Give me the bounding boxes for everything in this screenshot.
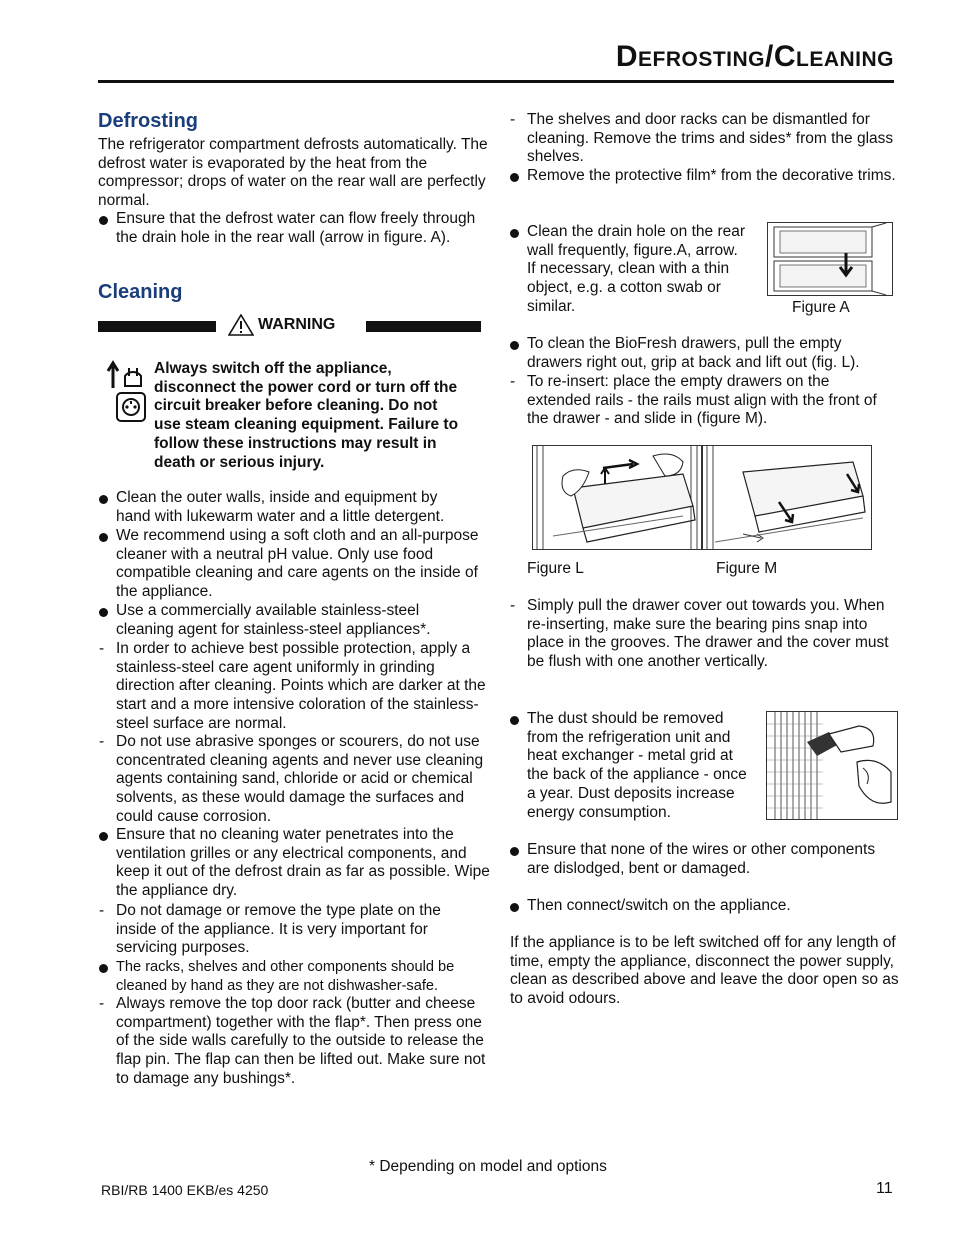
warning-sign: [228, 314, 335, 336]
bullet-dot: [510, 341, 519, 350]
cleaning-heading: Cleaning: [98, 281, 183, 303]
bullet-dot: [510, 716, 519, 725]
right-bullet-5: Ensure that none of the wires or other components are dislodged, bent or damaged.: [527, 841, 876, 877]
circuit-breaker-icon: [116, 392, 146, 422]
dash-mark: -: [99, 902, 105, 919]
bullet-dot: [510, 229, 519, 238]
model-number: RBI/RB 1400 EKB/es 4250: [101, 1182, 269, 1198]
defrost-p1: The refrigerator compartment defrosts automatically. The defrost water is evaporated by the heat from the compressor; drops of water on the rear wall are perfectly normal.: [98, 136, 488, 210]
defrost-paragraph: [98, 136, 490, 211]
bullet-dot: [99, 964, 108, 973]
clean-dash-4: Always remove the top door rack (butter and cheese compartment) together with the flap*. Then press one of the side walls carefully to the outside to release the flap pin. The flap can then be lifted out. Make sure not to damage any bushings*.: [116, 995, 486, 1087]
dash-mark: -: [510, 373, 516, 390]
right-bullet-2: Clean the drain hole on the rear wall frequently, figure.A, arrow. If necessary, clean with a thin object, e.g. a cotton swab or similar.: [527, 223, 746, 315]
figure-m-image: [702, 445, 872, 550]
clean-bullet-1: Clean the outer walls, inside and equipment by hand with lukewarm water and a little detergent.: [116, 489, 445, 525]
bullet-dot: [99, 832, 108, 841]
right-bullet-4: The dust should be removed from the refrigeration unit and heat exchanger - metal grid at the back of the appliance - once a year. Dust deposits increase energy consumption.: [527, 710, 747, 821]
clean-bullet-5: The racks, shelves and other components should be cleaned by hand as they are not dishwasher-safe.: [116, 959, 455, 994]
unplug-icon: [105, 360, 143, 390]
final-paragraph: If the appliance is to be left switched off for any length of time, empty the appliance, disconnect the power supply, clean as described above and leave the door open so as to avoid odours.: [510, 934, 899, 1008]
defrosting-heading: Defrosting: [98, 110, 198, 132]
page-number: 11: [876, 1180, 893, 1197]
warning-bar-right: [366, 321, 481, 332]
warning-text: Always switch off the appliance, disconnect the power cord or turn off the circuit breaker before cleaning. Do not use steam cleaning equipment. Failure to follow these instructions may result in death or serious injury.: [154, 360, 459, 471]
bullet-dot: [99, 495, 108, 504]
warning-triangle-icon: [228, 314, 254, 336]
defrost-bullet-1: Ensure that the defrost water can flow freely through the drain hole in the rear wall (arrow in figure. A).: [116, 210, 476, 246]
figure-m-caption: Figure M: [716, 560, 778, 577]
clean-bullet-2: We recommend using a soft cloth and an all-purpose cleaner with a neutral pH value. Only use food compatible cleaning and care agents on the inside of the appliance.: [116, 527, 479, 601]
clean-dash-3: Do not damage or remove the type plate on the inside of the appliance. It is very important for servicing purposes.: [116, 902, 441, 957]
dash-mark: -: [510, 111, 516, 128]
clean-dash-1: In order to achieve best possible protection, apply a stainless-steel care agent uniformly in grinding direction after cleaning. Points which are darker at the start and a more intensive coloration of the stainless-steel surface are normal.: [116, 640, 486, 732]
dash-mark: -: [99, 733, 105, 750]
figure-l-drawing: [533, 446, 701, 549]
figure-a-image: [767, 222, 893, 296]
warning-label: WARNING: [258, 316, 336, 333]
right-dash-2: To re-insert: place the empty drawers on the extended rails - the rails must align with the front of the drawer - and slide in (figure M).: [527, 373, 877, 428]
figure-l-caption: Figure L: [527, 560, 584, 577]
right-bullet-3: To clean the BioFresh drawers, pull the empty drawers right out, grip at back and lift out (fig. L).: [527, 335, 860, 371]
right-dash-3: Simply pull the drawer cover out towards you. When re-inserting, make sure the bearing pins snap into place in the grooves. The drawer and the cover must be flush with one another vertically.: [527, 597, 889, 671]
bullet-dot: [510, 903, 519, 912]
figure-dust-image: [766, 711, 898, 820]
footnote: * Depending on model and options: [369, 1158, 607, 1175]
figure-dust-drawing: [767, 712, 897, 819]
bullet-dot: [99, 608, 108, 617]
bullet-dot: [99, 533, 108, 542]
clean-dash-2: Do not use abrasive sponges or scourers, do not use concentrated cleaning agents and never use cleaning agents containing sand, chloride or acid or chemical solvents, as these would damage the surfaces and could cause corrosion.: [116, 733, 484, 825]
dash-mark: -: [99, 640, 105, 657]
bullet-dot: [510, 173, 519, 182]
figure-l-image: [532, 445, 702, 550]
dash-mark: -: [510, 597, 516, 614]
right-bullet-1: Remove the protective film* from the decorative trims.: [527, 167, 896, 184]
bullet-dot: [99, 216, 108, 225]
page-title: Defrosting/Cleaning: [615, 40, 894, 73]
warning-bar-left: [98, 321, 216, 332]
figure-a-caption: Figure A: [792, 299, 850, 316]
dash-mark: -: [99, 995, 105, 1012]
clean-bullet-3: Use a commercially available stainless-steel cleaning agent for stainless-steel appliances*.: [116, 602, 431, 638]
clean-bullet-4: Ensure that no cleaning water penetrates into the ventilation grilles or any electrical components, and keep it out of the defrost drain as far as possible. Wipe the appliance dry.: [116, 826, 490, 900]
right-dash-1: The shelves and door racks can be dismantled for cleaning. Remove the trims and sides* from the glass shelves.: [527, 111, 894, 166]
bullet-dot: [510, 847, 519, 856]
figure-m-drawing: [703, 446, 871, 549]
right-bullet-6: Then connect/switch on the appliance.: [527, 897, 791, 914]
figure-a-drawing: [768, 223, 892, 295]
title-rule: [98, 80, 894, 83]
